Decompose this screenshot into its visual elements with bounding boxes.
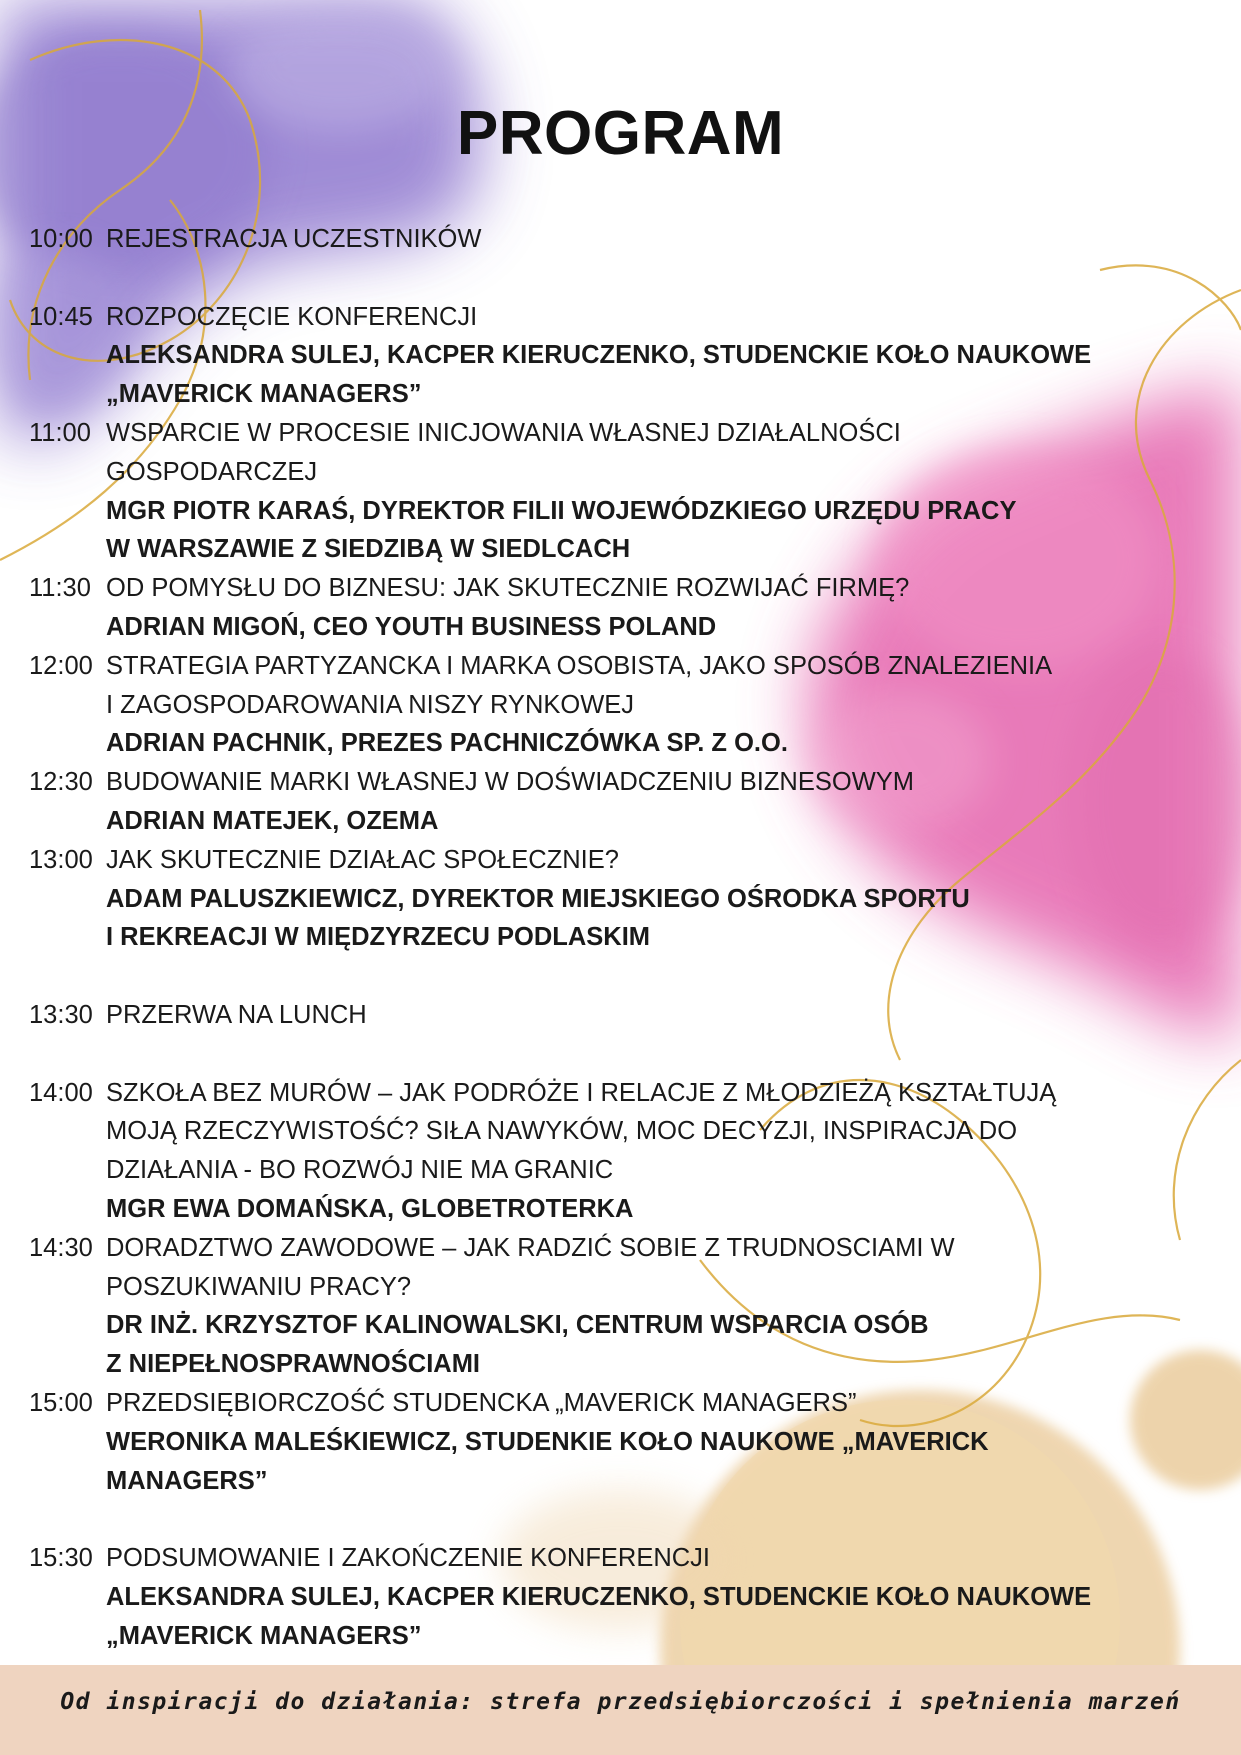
agenda-event-title: MOJĄ RZECZYWISTOŚĆ? SIŁA NAWYKÓW, MOC DECYZJI, INSPIRACJA DO <box>106 1117 1018 1146</box>
agenda-details <box>106 569 1229 647</box>
agenda-speaker: „MAVERICK MANAGERS” <box>106 1621 422 1650</box>
agenda-event-title: POSZUKIWANIU PRACY? <box>106 1272 412 1301</box>
agenda-speaker: ADRIAN MATEJEK, OZEMA <box>106 806 439 835</box>
agenda-details <box>106 1074 1229 1229</box>
agenda-speaker: Z NIEPEŁNOSPRAWNOŚCIAMI <box>106 1350 481 1379</box>
agenda-item <box>29 298 1229 414</box>
agenda-item <box>29 1229 1229 1384</box>
agenda-event-title: REJESTRACJA UCZESTNIKÓW <box>106 225 482 253</box>
agenda-time: 12:00 <box>29 651 93 680</box>
agenda-spacer <box>29 957 1229 996</box>
agenda-item <box>29 414 1229 569</box>
agenda-event-title: PODSUMOWANIE I ZAKOŃCZENIE KONFERENCJI <box>106 1544 711 1573</box>
agenda-time: 11:30 <box>29 574 91 603</box>
agenda-item <box>29 1384 1229 1500</box>
agenda-item <box>29 763 1229 841</box>
agenda-details <box>106 1384 1229 1500</box>
agenda-time: 11:00 <box>29 418 91 447</box>
agenda-event-title: PRZERWA NA LUNCH <box>106 1000 367 1029</box>
agenda-speaker: „MAVERICK MANAGERS” <box>106 380 422 409</box>
agenda-event-title: DZIAŁANIA - BO ROZWÓJ NIE MA GRANIC <box>106 1156 614 1185</box>
agenda-details <box>106 220 1229 259</box>
agenda-item <box>29 841 1229 957</box>
agenda-details <box>106 298 1229 414</box>
agenda-speaker: W WARSZAWIE Z SIEDZIBĄ W SIEDLCACH <box>106 535 631 564</box>
footer-tagline: Od inspiracji do działania: strefa przedsiębiorczości i spełnienia marzeń <box>60 1689 1181 1715</box>
agenda-item <box>29 1539 1229 1655</box>
agenda-spacer <box>29 1035 1229 1074</box>
agenda-speaker: ALEKSANDRA SULEJ, KACPER KIERUCZENKO, STUDENCKIE KOŁO NAUKOWE <box>106 1582 1092 1611</box>
agenda-event-title: JAK SKUTECZNIE DZIAŁAC SPOŁECZNIE? <box>106 845 619 874</box>
agenda-details <box>106 763 1229 841</box>
agenda-details <box>106 1229 1229 1384</box>
agenda-time: 10:45 <box>29 302 93 331</box>
agenda-item <box>29 220 1229 259</box>
agenda-details <box>106 414 1229 569</box>
agenda-event-title: PRZEDSIĘBIORCZOŚĆ STUDENCKA „MAVERICK MANAGERS” <box>106 1388 857 1417</box>
agenda-time: 15:30 <box>29 1544 93 1573</box>
agenda-event-title: WSPARCIE W PROCESIE INICJOWANIA WŁASNEJ DZIAŁALNOŚCI <box>106 418 901 447</box>
agenda-speaker: MANAGERS” <box>106 1466 268 1495</box>
agenda-speaker: MGR EWA DOMAŃSKA, GLOBETROTERKA <box>106 1194 634 1223</box>
agenda-speaker: ALEKSANDRA SULEJ, KACPER KIERUCZENKO, STUDENCKIE KOŁO NAUKOWE <box>106 341 1092 370</box>
agenda-item <box>29 1074 1229 1229</box>
agenda-speaker: ADRIAN MIGOŃ, CEO YOUTH BUSINESS POLAND <box>106 612 717 641</box>
agenda-details <box>106 1539 1229 1655</box>
agenda-event-title: ROZPOCZĘCIE KONFERENCJI <box>106 302 478 331</box>
agenda-event-title: I ZAGOSPODAROWANIA NISZY RYNKOWEJ <box>106 690 635 719</box>
agenda-event-title: STRATEGIA PARTYZANCKA I MARKA OSOBISTA, JAKO SPOSÓB ZNALEZIENIA <box>106 651 1053 680</box>
agenda-event-title: BUDOWANIE MARKI WŁASNEJ W DOŚWIADCZENIU BIZNESOWYM <box>106 768 915 797</box>
agenda-details <box>106 647 1229 763</box>
agenda-details <box>106 996 1229 1035</box>
agenda-speaker: WERONIKA MALEŚKIEWICZ, STUDENKIE KOŁO NAUKOWE „MAVERICK <box>106 1427 989 1456</box>
agenda-item <box>29 647 1229 763</box>
agenda-event-title: DORADZTWO ZAWODOWE – JAK RADZIĆ SOBIE Z TRUDNOSCIAMI W <box>106 1233 955 1262</box>
agenda-spacer <box>29 1500 1229 1539</box>
agenda-spacer <box>29 259 1229 298</box>
agenda-item <box>29 569 1229 647</box>
agenda-speaker: ADAM PALUSZKIEWICZ, DYREKTOR MIEJSKIEGO OŚRODKA SPORTU <box>106 884 970 913</box>
agenda-time: 14:30 <box>29 1233 93 1262</box>
agenda-speaker: I REKREACJI W MIĘDZYRZECU PODLASKIM <box>106 923 651 952</box>
agenda-event-title: GOSPODARCZEJ <box>106 457 318 486</box>
agenda-list <box>29 220 1229 1655</box>
agenda-time: 10:00 <box>29 225 93 253</box>
agenda-time: 13:00 <box>29 845 93 874</box>
agenda-speaker: ADRIAN PACHNIK, PREZES PACHNICZÓWKA SP. Z O.O. <box>106 729 788 758</box>
agenda-speaker: MGR PIOTR KARAŚ, DYREKTOR FILII WOJEWÓDZKIEGO URZĘDU PRACY <box>106 496 1017 525</box>
agenda-speaker: DR INŻ. KRZYSZTOF KALINOWALSKI, CENTRUM WSPARCIA OSÓB <box>106 1311 929 1340</box>
agenda-details <box>106 841 1229 957</box>
agenda-time: 12:30 <box>29 768 93 797</box>
agenda-time: 13:30 <box>29 1000 93 1029</box>
agenda-time: 15:00 <box>29 1388 93 1417</box>
agenda-event-title: OD POMYSŁU DO BIZNESU: JAK SKUTECZNIE ROZWIJAĆ FIRMĘ? <box>106 574 910 603</box>
agenda-item <box>29 996 1229 1035</box>
agenda-time: 14:00 <box>29 1078 93 1107</box>
page-title: PROGRAM <box>456 99 785 168</box>
agenda-event-title: SZKOŁA BEZ MURÓW – JAK PODRÓŻE I RELACJE Z MŁODZIEŻĄ KSZTAŁTUJĄ <box>106 1078 1057 1107</box>
